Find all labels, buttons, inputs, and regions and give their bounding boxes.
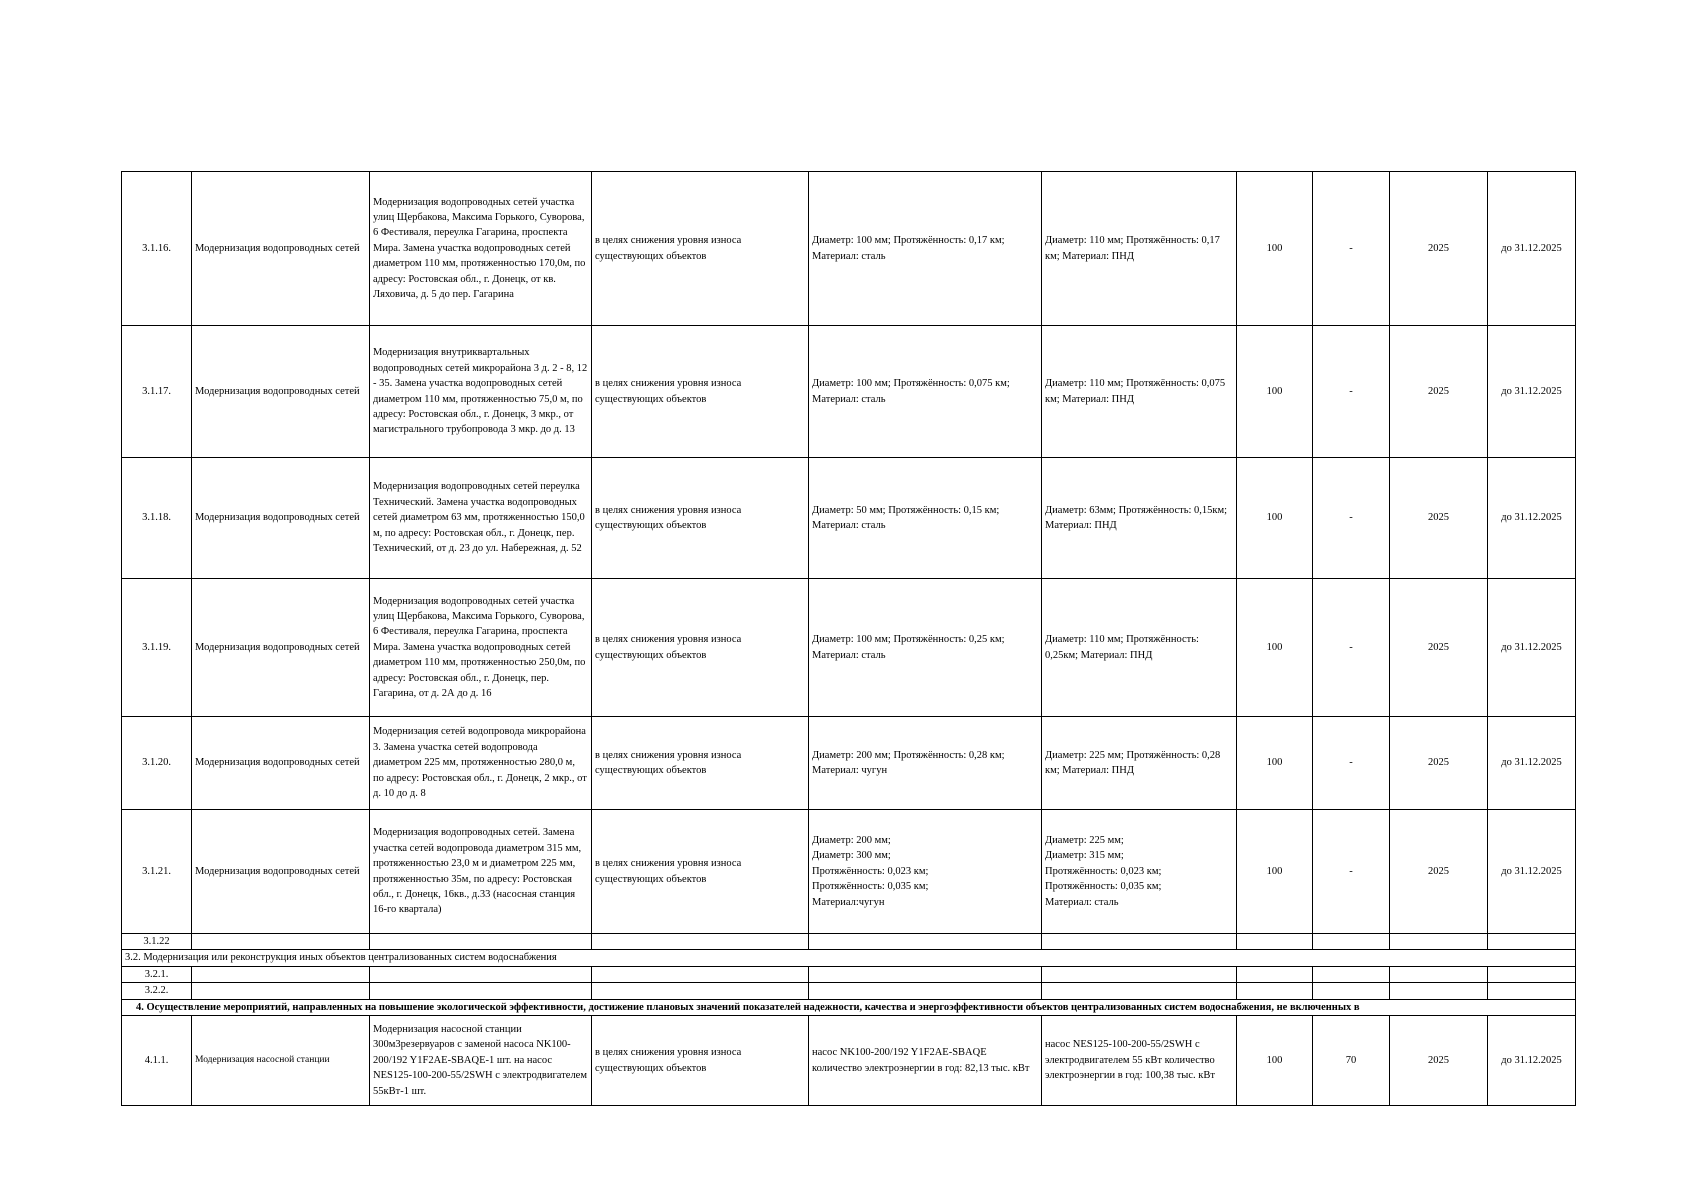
- measure-description: Модернизация водопроводных сетей участка улиц Щербакова, Максима Горького, Суворова, 6 Фестиваля, переулка Гагарина, проспекта Мира. Замена участка водопроводных сетей диаметром 110 мм, протяженностью 170,0м, по адресу: Ростовская обл., г. Донецк, от кв. Ляховича, д. 5 до пер. Гагарина: [370, 172, 592, 326]
- param-line: Протяжённость: 0,035 км;: [812, 881, 929, 893]
- params-after: насос NES125-100-200-55/2SWH с электродвигателем 55 кВт количество электроэнергии в год: 100,38 тыс. кВт: [1042, 1016, 1237, 1106]
- params-before: Диаметр: 100 мм; Протяжённость: 0,075 км; Материал: сталь: [809, 326, 1042, 458]
- value-1: 100: [1237, 579, 1313, 717]
- measure-goal: в целях снижения уровня износа существующих объектов: [592, 717, 809, 810]
- value-2: -: [1313, 579, 1390, 717]
- table-row: [122, 579, 1576, 717]
- measure-description: Модернизация внутриквартальных водопроводных сетей микрорайона 3 д. 2 - 8, 12 - 35. Замена участка водопроводных сетей диаметром 110 мм, протяженностью 75,0 м, по адресу: Ростовская обл., г. Донецк, 3 мкр., от магистрального трубопровода 3 мкр. до д. 13: [370, 326, 592, 458]
- params-before: Диаметр: 100 мм; Протяжённость: 0,25 км; Материал: сталь: [809, 579, 1042, 717]
- table-row: [122, 326, 1576, 458]
- value-1: 100: [1237, 172, 1313, 326]
- table-row: [122, 810, 1576, 934]
- row-number: 3.2.2.: [122, 983, 192, 999]
- row-number: 3.1.19.: [122, 579, 192, 717]
- param-line: Протяжённость: 0,023 км;: [1045, 865, 1162, 877]
- deadline: до 31.12.2025: [1488, 326, 1576, 458]
- section-row: [122, 950, 1576, 966]
- row-number: 3.1.20.: [122, 717, 192, 810]
- param-line: Материал:чугун: [812, 896, 885, 908]
- deadline: до 31.12.2025: [1488, 717, 1576, 810]
- table-row: [122, 717, 1576, 810]
- year: 2025: [1390, 810, 1488, 934]
- measure-description: Модернизация насосной станции 300м3резервуаров с заменой насоса NK100-200/192 Y1F2AE-SBAQE-1 шт. на насос NES125-100-200-55/2SWH с электродвигателем 55кВт-1 шт.: [370, 1016, 592, 1106]
- table-row: [122, 983, 1576, 999]
- value-1: 100: [1237, 1016, 1313, 1106]
- measure-name: Модернизация водопроводных сетей: [192, 458, 370, 579]
- measure-description: Модернизация водопроводных сетей. Замена участка сетей водопровода диаметром 315 мм, протяженностью 23,0 м и диаметром 225 мм, протяженностью 35м, по адресу: Ростовская обл., г. Донецк, 16кв., д.33 (насосная станция 16-го квартала): [370, 810, 592, 934]
- measure-goal: в целях снижения уровня износа существующих объектов: [592, 579, 809, 717]
- params-before: Диаметр: 200 мм; Протяжённость: 0,28 км; Материал: чугун: [809, 717, 1042, 810]
- value-1: 100: [1237, 458, 1313, 579]
- params-before: Диаметр: 50 мм; Протяжённость: 0,15 км; Материал: сталь: [809, 458, 1042, 579]
- param-line: Материал: сталь: [1045, 896, 1119, 908]
- row-number: 3.1.17.: [122, 326, 192, 458]
- params-after: Диаметр: 110 мм; Протяжённость: 0,17 км; Материал: ПНД: [1042, 172, 1237, 326]
- measure-name: Модернизация водопроводных сетей: [192, 717, 370, 810]
- params-after: [1042, 810, 1237, 934]
- param-line: Диаметр: 300 мм;: [812, 850, 891, 862]
- measure-name: Модернизация насосной станции: [192, 1016, 370, 1106]
- params-after: Диаметр: 110 мм; Протяжённость: 0,075 км; Материал: ПНД: [1042, 326, 1237, 458]
- year: 2025: [1390, 717, 1488, 810]
- measure-name: Модернизация водопроводных сетей: [192, 579, 370, 717]
- value-2: -: [1313, 810, 1390, 934]
- value-1: 100: [1237, 810, 1313, 934]
- row-number: 3.1.21.: [122, 810, 192, 934]
- measures-table: [121, 171, 1576, 1106]
- deadline: до 31.12.2025: [1488, 579, 1576, 717]
- deadline: до 31.12.2025: [1488, 810, 1576, 934]
- section-title: 3.2. Модернизация или реконструкция иных объектов централизованных систем водоснабжения: [122, 950, 1576, 966]
- year: 2025: [1390, 172, 1488, 326]
- param-line: Протяжённость: 0,035 км;: [1045, 881, 1162, 893]
- measure-goal: в целях снижения уровня износа существующих объектов: [592, 326, 809, 458]
- params-before: насос NK100-200/192 Y1F2AE-SBAQE количество электроэнергии в год: 82,13 тыс. кВт: [809, 1016, 1042, 1106]
- value-2: -: [1313, 717, 1390, 810]
- row-number: 3.2.1.: [122, 966, 192, 982]
- measure-name: Модернизация водопроводных сетей: [192, 810, 370, 934]
- params-after: Диаметр: 63мм; Протяжённость: 0,15км; Материал: ПНД: [1042, 458, 1237, 579]
- measure-goal: в целях снижения уровня износа существующих объектов: [592, 458, 809, 579]
- param-line: Диаметр: 200 мм;: [812, 834, 891, 846]
- table-row: [122, 934, 1576, 950]
- value-1: 100: [1237, 717, 1313, 810]
- params-after: Диаметр: 225 мм; Протяжённость: 0,28 км; Материал: ПНД: [1042, 717, 1237, 810]
- row-number: 3.1.16.: [122, 172, 192, 326]
- deadline: до 31.12.2025: [1488, 172, 1576, 326]
- row-number: 4.1.1.: [122, 1016, 192, 1106]
- row-number: 3.1.18.: [122, 458, 192, 579]
- table-row: [122, 966, 1576, 982]
- params-before: Диаметр: 100 мм; Протяжённость: 0,17 км; Материал: сталь: [809, 172, 1042, 326]
- value-2: 70: [1313, 1016, 1390, 1106]
- value-2: -: [1313, 326, 1390, 458]
- value-2: -: [1313, 172, 1390, 326]
- section-title: 4. Осуществление мероприятий, направленных на повышение экологической эффективности, достижение плановых значений показателей надежности, качества и энергоэффективности объектов централизованных систем водоснабжения, не включенных в: [122, 999, 1576, 1015]
- year: 2025: [1390, 579, 1488, 717]
- year: 2025: [1390, 458, 1488, 579]
- params-before: [809, 810, 1042, 934]
- section-row: [122, 999, 1576, 1015]
- table-row: [122, 172, 1576, 326]
- measure-goal: в целях снижения уровня износа существующих объектов: [592, 810, 809, 934]
- measure-description: Модернизация сетей водопровода микрорайона 3. Замена участка сетей водопровода диаметром 225 мм, протяженностью 280,0 м, по адресу: Ростовская обл., г. Донецк, 2 мкр., от д. 10 до д. 8: [370, 717, 592, 810]
- year: 2025: [1390, 326, 1488, 458]
- param-line: Диаметр: 315 мм;: [1045, 850, 1124, 862]
- measure-goal: в целях снижения уровня износа существующих объектов: [592, 1016, 809, 1106]
- deadline: до 31.12.2025: [1488, 1016, 1576, 1106]
- param-line: Протяжённость: 0,023 км;: [812, 865, 929, 877]
- table-row: [122, 1016, 1576, 1106]
- value-1: 100: [1237, 326, 1313, 458]
- deadline: до 31.12.2025: [1488, 458, 1576, 579]
- table-row: [122, 458, 1576, 579]
- measure-name: Модернизация водопроводных сетей: [192, 326, 370, 458]
- measure-description: Модернизация водопроводных сетей переулка Технический. Замена участка водопроводных сетей диаметром 63 мм, протяженностью 150,0 м, по адресу: Ростовская обл., г. Донецк, пер. Технический, от д. 23 до ул. Набережная, д. 52: [370, 458, 592, 579]
- value-2: -: [1313, 458, 1390, 579]
- param-line: Диаметр: 225 мм;: [1045, 834, 1124, 846]
- measure-name: Модернизация водопроводных сетей: [192, 172, 370, 326]
- measure-goal: в целях снижения уровня износа существующих объектов: [592, 172, 809, 326]
- measure-description: Модернизация водопроводных сетей участка улиц Щербакова, Максима Горького, Суворова, 6 Фестиваля, переулка Гагарина, проспекта Мира. Замена участка водопроводных сетей диаметром 110 мм, протяженностью 250,0м, по адресу: Ростовская обл., г. Донецк, пер. Гагарина, от д. 2А до д. 16: [370, 579, 592, 717]
- row-number: 3.1.22: [122, 934, 192, 950]
- params-after: Диаметр: 110 мм; Протяжённость: 0,25км; Материал: ПНД: [1042, 579, 1237, 717]
- year: 2025: [1390, 1016, 1488, 1106]
